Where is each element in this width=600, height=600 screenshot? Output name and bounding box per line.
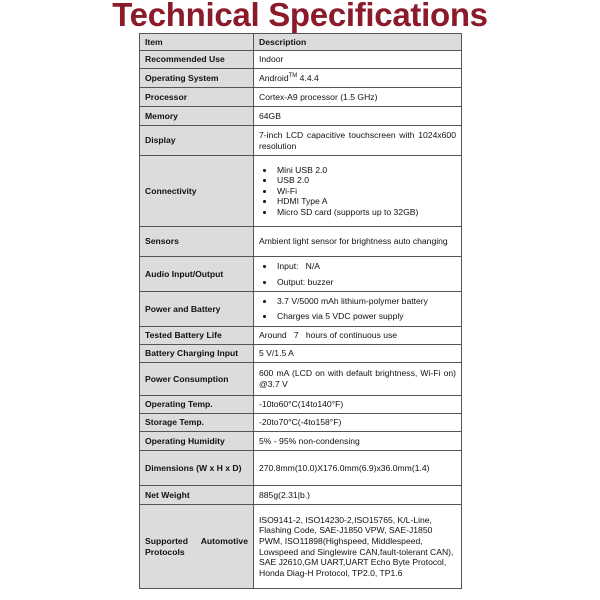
table-row: [140, 292, 462, 327]
row-description: Ambient light sensor for brightness auto changing: [254, 227, 462, 257]
table-header-row: [140, 34, 462, 51]
list-item: • Charges via 5 VDC power supply: [275, 309, 456, 324]
table-row: [140, 432, 462, 451]
row-item-label: Audio Input/Output: [140, 257, 254, 292]
row-description: 885g(2.31|b.): [254, 486, 462, 505]
table-row: [140, 414, 462, 432]
row-item-label: Recommended Use: [140, 51, 254, 69]
page-title: Technical Specifications: [112, 0, 488, 33]
row-item-label: Processor: [140, 88, 254, 107]
list-item: • 3.7 V/5000 mAh lithium-polymer battery: [275, 294, 456, 309]
table-row: [140, 156, 462, 227]
list-item: • HDMI Type A: [275, 196, 456, 207]
os-version: 4.4.4: [297, 72, 319, 83]
table-row: [140, 363, 462, 396]
row-item-label: Memory: [140, 107, 254, 126]
table-row: [140, 327, 462, 345]
row-item-label: Sensors: [140, 227, 254, 257]
table-row: [140, 126, 462, 156]
list-item: • Input: N/A: [275, 258, 456, 274]
list-item: • Wi-Fi: [275, 186, 456, 197]
row-description: 5 V/1.5 A: [254, 345, 462, 363]
connectivity-list: [259, 165, 456, 218]
row-description: -20to70°C(-4to158°F): [254, 414, 462, 432]
row-item-label: Operating Temp.: [140, 396, 254, 414]
table-row: [140, 227, 462, 257]
table-row: [140, 345, 462, 363]
row-description: ISO9141-2, ISO14230-2,ISO15765, K/L-Line, Flashing Code, SAE-J1850 VPW, SAE-J1850 PWM, ISO11898(Highspeed, Middlespeed, Lowspeed and Singlewire CAN,fault-tolerant CAN), SAE J2610,GM UART,UART Echo Byte Protocol, Honda Diag-H Protocol, TP2.0, TP1.6: [254, 505, 462, 589]
table-row: [140, 505, 462, 589]
row-description: 270.8mm(10.0)X176.0mm(6.9)x36.0mm(1.4): [254, 451, 462, 486]
row-description: Cortex-A9 processor (1.5 GHz): [254, 88, 462, 107]
os-name: Android: [259, 72, 289, 83]
column-header-item: Item: [140, 34, 254, 51]
table-row: [140, 69, 462, 88]
row-description: 7-inch LCD capacitive touchscreen with 1024x600 resolution: [254, 126, 462, 156]
row-item-label: Display: [140, 126, 254, 156]
row-description: [254, 69, 462, 88]
power-list: [259, 294, 456, 324]
table-row: [140, 486, 462, 505]
audio-list: [259, 258, 456, 290]
table-row: [140, 88, 462, 107]
specifications-table: [139, 33, 462, 589]
row-item-label: Power and Battery: [140, 292, 254, 327]
table-row: [140, 451, 462, 486]
row-description: [254, 257, 462, 292]
row-item-label: Supported Automotive Protocols: [140, 505, 254, 589]
row-description: Indoor: [254, 51, 462, 69]
row-item-label: Tested Battery Life: [140, 327, 254, 345]
list-item: • USB 2.0: [275, 175, 456, 186]
row-item-label: Battery Charging Input: [140, 345, 254, 363]
list-item: • Mini USB 2.0: [275, 165, 456, 176]
row-item-label: Operating System: [140, 69, 254, 88]
row-item-label: Power Consumption: [140, 363, 254, 396]
row-description: -10to60°C(14to140°F): [254, 396, 462, 414]
table-row: [140, 396, 462, 414]
row-item-label: Storage Temp.: [140, 414, 254, 432]
list-item: • Micro SD card (supports up to 32GB): [275, 207, 456, 218]
row-item-label: Operating Humidity: [140, 432, 254, 451]
row-item-label: Net Weight: [140, 486, 254, 505]
row-description: 600 mA (LCD on with default brightness, Wi-Fi on) @3.7 V: [254, 363, 462, 396]
table-row: [140, 257, 462, 292]
list-item: • Output: buzzer: [275, 274, 456, 290]
row-description: 5% - 95% non-condensing: [254, 432, 462, 451]
row-description: Around 7 hours of continuous use: [254, 327, 462, 345]
trademark-superscript: TM: [288, 72, 298, 79]
column-header-description: Description: [254, 34, 462, 51]
row-item-label: Dimensions (W x H x D): [140, 451, 254, 486]
table-row: [140, 51, 462, 69]
row-description: [254, 156, 462, 227]
row-description: 64GB: [254, 107, 462, 126]
row-item-label: Connectivity: [140, 156, 254, 227]
row-description: [254, 292, 462, 327]
table-row: [140, 107, 462, 126]
